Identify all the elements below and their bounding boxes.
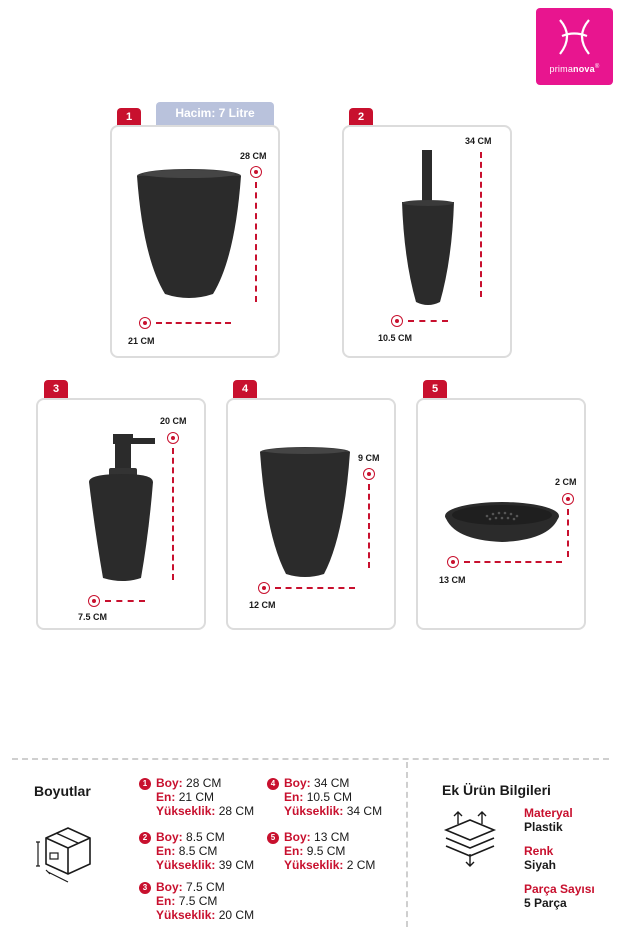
dimensions-title: Boyutlar xyxy=(34,783,91,799)
height-line-2 xyxy=(480,152,482,297)
spec-value: 39 CM xyxy=(218,858,255,872)
spec-badge-5: 5 xyxy=(267,832,279,844)
spec-value: 7.5 CM xyxy=(178,894,218,908)
height-label-4: 9 CM xyxy=(358,453,380,463)
spec-badge-1: 1 xyxy=(139,778,151,790)
product-number-1: 1 xyxy=(117,108,141,126)
width-label-1: 21 CM xyxy=(128,336,155,346)
width-marker-5 xyxy=(447,556,459,568)
brand-name: primanova® xyxy=(549,64,600,74)
spec-value: 10.5 CM xyxy=(306,790,353,804)
height-marker-3 xyxy=(167,432,179,444)
width-line-2 xyxy=(408,320,448,322)
material-value: Plastik xyxy=(524,820,563,834)
product-number-4: 4 xyxy=(233,380,257,398)
width-marker-1 xyxy=(139,317,151,329)
spec-label: En xyxy=(284,790,300,804)
spec-label: Yükseklik xyxy=(156,858,212,872)
spec-label: Boy xyxy=(284,776,307,790)
color-label: Renk xyxy=(524,844,554,858)
spec-label: Boy xyxy=(156,880,179,894)
spec-value: 2 CM xyxy=(346,858,376,872)
spec-badge-2: 2 xyxy=(139,832,151,844)
width-line-5 xyxy=(464,561,562,563)
spec-value: 13 CM xyxy=(314,830,350,844)
volume-badge: Hacim: 7 Litre xyxy=(156,102,274,126)
width-label-5: 13 CM xyxy=(439,575,466,585)
width-marker-4 xyxy=(258,582,270,594)
height-line-4 xyxy=(368,484,370,568)
spec-label: En xyxy=(156,844,172,858)
spec-value: 28 CM xyxy=(218,804,255,818)
spec-value: 21 CM xyxy=(178,790,215,804)
brand-logo xyxy=(536,8,613,85)
toilet-brush-image xyxy=(400,150,456,308)
spec-value: 8.5 CM xyxy=(178,844,218,858)
height-label-1: 28 CM xyxy=(240,151,267,161)
section-divider xyxy=(12,758,609,760)
spec-label: En xyxy=(284,844,300,858)
width-line-1 xyxy=(156,322,231,324)
spec-label: Yükseklik xyxy=(284,804,340,818)
spec-label: En xyxy=(156,894,172,908)
spec-value: 28 CM xyxy=(186,776,222,790)
spec-value: 20 CM xyxy=(218,908,255,922)
product-number-2: 2 xyxy=(349,108,373,126)
height-label-2: 34 CM xyxy=(465,136,492,146)
extra-info-list xyxy=(524,806,595,910)
spec-label: Boy xyxy=(156,776,179,790)
vertical-divider xyxy=(406,762,408,927)
height-line-5 xyxy=(567,509,569,557)
part-count-value: 5 Parça xyxy=(524,896,567,910)
spec-badge-3: 3 xyxy=(139,882,151,894)
width-label-3: 7.5 CM xyxy=(78,612,108,622)
spec-badge-4: 4 xyxy=(267,778,279,790)
extra-info-title: Ek Ürün Bilgileri xyxy=(442,782,551,798)
spec-value: 34 CM xyxy=(314,776,350,790)
width-marker-3 xyxy=(88,595,100,607)
height-marker-1 xyxy=(250,166,262,178)
spec-label: Yükseklik xyxy=(156,908,212,922)
spec-label: Yükseklik xyxy=(156,804,212,818)
soap-dish-image xyxy=(443,500,561,544)
height-label-3: 20 CM xyxy=(160,416,187,426)
spec-value: 8.5 CM xyxy=(186,830,225,844)
width-label-2: 10.5 CM xyxy=(378,333,413,343)
height-label-5: 2 CM xyxy=(555,477,577,487)
toothbrush-cup-image xyxy=(258,446,352,580)
box-dimensions-icon xyxy=(34,820,102,884)
soap-dispenser-image xyxy=(85,432,157,584)
spec-label: En xyxy=(156,790,172,804)
height-line-3 xyxy=(172,448,174,580)
spec-value: 34 CM xyxy=(346,804,383,818)
width-line-4 xyxy=(275,587,355,589)
part-count-label: Parça Sayısı xyxy=(524,882,595,896)
width-marker-2 xyxy=(391,315,403,327)
color-value: Siyah xyxy=(524,858,557,872)
brand-mark-icon xyxy=(556,16,593,58)
height-line-1 xyxy=(255,182,257,302)
product-number-3: 3 xyxy=(44,380,68,398)
width-label-4: 12 CM xyxy=(249,600,276,610)
height-marker-5 xyxy=(562,493,574,505)
spec-label: Yükseklik xyxy=(284,858,340,872)
spec-value: 9.5 CM xyxy=(306,844,346,858)
product-number-5: 5 xyxy=(423,380,447,398)
spec-label: Boy xyxy=(284,830,307,844)
width-line-3 xyxy=(105,600,145,602)
spec-label: Boy xyxy=(156,830,179,844)
material-layers-icon xyxy=(440,808,500,868)
height-marker-4 xyxy=(363,468,375,480)
spec-value: 7.5 CM xyxy=(186,880,225,894)
material-label: Materyal xyxy=(524,806,573,820)
trash-bin-image xyxy=(135,168,243,303)
